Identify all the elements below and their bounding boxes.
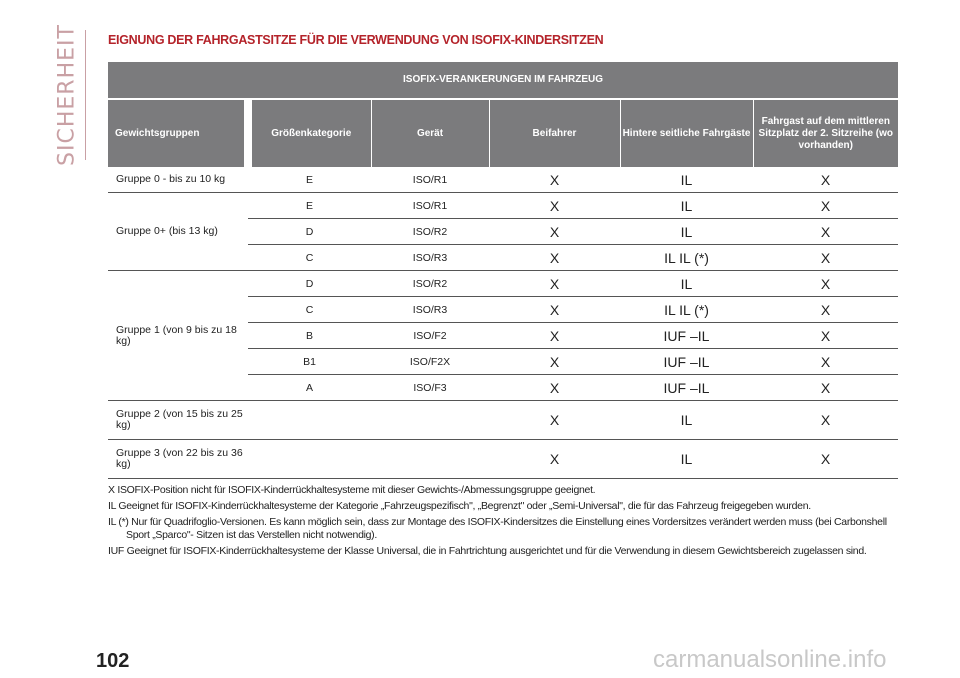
device-cell: ISO/R1	[371, 193, 489, 219]
note-il: IL Geeignet für ISOFIX-Kinderrückhaltesysteme der Kategorie „Fahrzeugspezifisch", „Begrenzt" oder „Semi-Universal", die für das Fahrzeug freigegeben wurden.	[108, 500, 811, 512]
header-rear-middle-passenger: Fahrgast auf dem mittleren Sitzplatz der 2. Sitzreihe (wo vorhanden)	[753, 99, 898, 167]
size-cell: C	[248, 297, 371, 323]
size-cell	[248, 401, 371, 440]
middle-cell: X	[753, 440, 898, 479]
front-cell: X	[489, 401, 620, 440]
weight-group-cell: Gruppe 0 - bis zu 10 kg	[108, 167, 248, 193]
rear-side-cell: IL IL (*)	[620, 297, 753, 323]
table-super-header: ISOFIX-VERANKERUNGEN IM FAHRZEUG	[108, 62, 898, 99]
rear-side-cell: IL	[620, 193, 753, 219]
note-x: X ISOFIX-Position nicht für ISOFIX-Kinderrückhaltesysteme mit dieser Gewichts-/Abmessungsgruppe geeignet.	[108, 484, 596, 496]
device-cell: ISO/F3	[371, 375, 489, 401]
header-size-category: Größenkategorie	[248, 99, 371, 167]
front-cell: X	[489, 375, 620, 401]
middle-cell: X	[753, 401, 898, 440]
weight-group-cell: Gruppe 0+ (bis 13 kg)	[108, 193, 248, 271]
legend-notes	[108, 484, 908, 561]
device-cell: ISO/F2X	[371, 349, 489, 375]
front-cell: X	[489, 219, 620, 245]
device-cell: ISO/R2	[371, 219, 489, 245]
header-rear-side-passengers: Hintere seitliche Fahrgäste	[620, 99, 753, 167]
device-cell: ISO/R2	[371, 271, 489, 297]
device-cell: ISO/R1	[371, 167, 489, 193]
header-device: Gerät	[371, 99, 489, 167]
rear-side-cell: IL	[620, 401, 753, 440]
front-cell: X	[489, 297, 620, 323]
table-row	[108, 193, 898, 219]
table-row	[108, 440, 898, 479]
section-side-label-text: SICHERHEIT	[54, 24, 80, 166]
weight-group-cell: Gruppe 3 (von 22 bis zu 36 kg)	[108, 440, 248, 479]
header-weight-group: Gewichtsgruppen	[108, 99, 248, 167]
table-row	[108, 271, 898, 297]
size-cell: E	[248, 193, 371, 219]
middle-cell: X	[753, 323, 898, 349]
middle-cell: X	[753, 297, 898, 323]
size-cell: B1	[248, 349, 371, 375]
front-cell: X	[489, 167, 620, 193]
page-title: EIGNUNG DER FAHRGASTSITZE FÜR DIE VERWENDUNG VON ISOFIX-KINDERSITZEN	[108, 33, 604, 47]
middle-cell: X	[753, 219, 898, 245]
rear-side-cell: IL	[620, 271, 753, 297]
middle-cell: X	[753, 271, 898, 297]
rear-side-cell: IUF –IL	[620, 323, 753, 349]
front-cell: X	[489, 440, 620, 479]
middle-cell: X	[753, 245, 898, 271]
front-cell: X	[489, 245, 620, 271]
device-cell	[371, 440, 489, 479]
rear-side-cell: IUF –IL	[620, 375, 753, 401]
device-cell: ISO/R3	[371, 297, 489, 323]
device-cell: ISO/F2	[371, 323, 489, 349]
weight-group-cell: Gruppe 1 (von 9 bis zu 18 kg)	[108, 271, 248, 401]
device-cell	[371, 401, 489, 440]
middle-cell: X	[753, 193, 898, 219]
rear-side-cell: IL	[620, 167, 753, 193]
section-divider	[85, 30, 86, 160]
size-cell: E	[248, 167, 371, 193]
table-row	[108, 401, 898, 440]
rear-side-cell: IL	[620, 219, 753, 245]
weight-group-cell: Gruppe 2 (von 15 bis zu 25 kg)	[108, 401, 248, 440]
page-number: 102	[96, 650, 130, 672]
middle-cell: X	[753, 349, 898, 375]
size-cell: C	[248, 245, 371, 271]
size-cell: D	[248, 271, 371, 297]
watermark: carmanualsonline.info	[653, 646, 887, 673]
table-row	[108, 167, 898, 193]
section-side-label	[52, 24, 82, 166]
note-iuf: IUF Geeignet für ISOFIX-Kinderrückhaltesysteme der Klasse Universal, die in Fahrtrichtung ausgerichtet und für die Verwendung in diesem Gewichtsbereich zugelassen sind.	[108, 545, 867, 557]
isofix-table	[108, 62, 898, 479]
note-il-star: IL (*) Nur für Quadrifoglio-Versionen. Es kann möglich sein, dass zur Montage des ISOFIX-Kindersitzes die Einstellung eines Vordersitzes verändert werden muss (bei Carbonshell Sport „Sparco"- Sitzen ist das Verstellen nicht notwendig).	[108, 516, 887, 541]
size-cell	[248, 440, 371, 479]
rear-side-cell: IL	[620, 440, 753, 479]
rear-side-cell: IUF –IL	[620, 349, 753, 375]
middle-cell: X	[753, 375, 898, 401]
header-front-passenger: Beifahrer	[489, 99, 620, 167]
rear-side-cell: IL IL (*)	[620, 245, 753, 271]
front-cell: X	[489, 271, 620, 297]
size-cell: A	[248, 375, 371, 401]
size-cell: D	[248, 219, 371, 245]
front-cell: X	[489, 323, 620, 349]
device-cell: ISO/R3	[371, 245, 489, 271]
middle-cell: X	[753, 167, 898, 193]
front-cell: X	[489, 349, 620, 375]
front-cell: X	[489, 193, 620, 219]
size-cell: B	[248, 323, 371, 349]
